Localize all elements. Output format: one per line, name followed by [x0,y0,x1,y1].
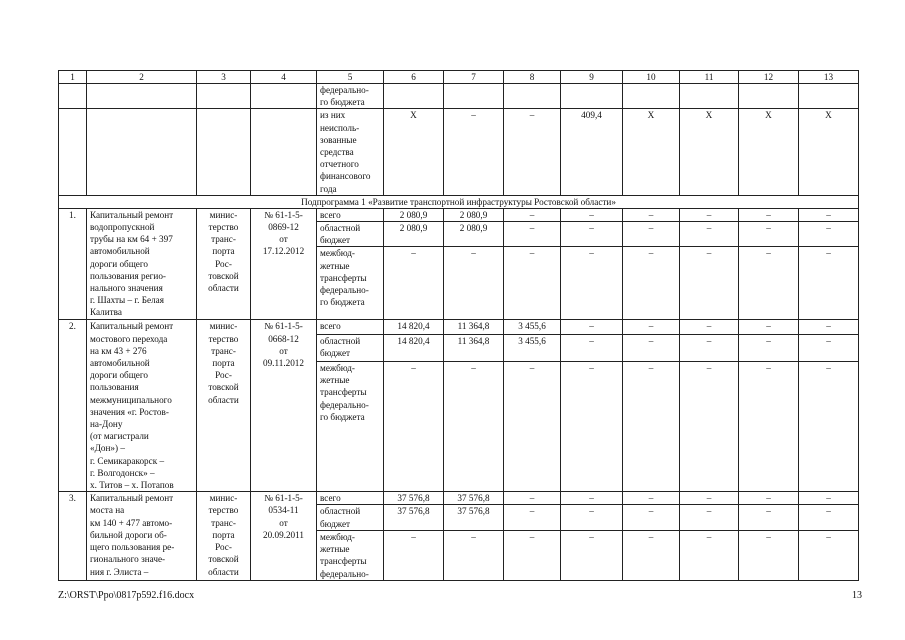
funding-value-text: 2 080,9 [399,223,428,234]
funding-value-text: – [766,321,771,332]
funding-value [504,208,561,221]
column-number [251,71,317,84]
funding-value-text: – [826,506,831,517]
funding-value-text: – [648,223,654,234]
table-cell [59,109,87,195]
column-number [59,71,87,84]
funding-value [680,208,739,221]
funding-value-text: – [648,362,654,373]
column-number [739,71,799,84]
column-number [384,71,444,84]
footer-file-path: Z:\ORST\Ppo\0817p592.f16.docx [58,590,195,601]
funding-source [317,505,384,530]
column-number-text: 13 [823,72,834,82]
funding-value-text: – [766,493,771,504]
table-cell [317,84,384,109]
table-cell [59,84,87,109]
funding-value-text: – [826,209,831,220]
item-organization-text: минис- терство транс- порта Рос- товской области [208,321,239,405]
funding-value-text: – [706,223,712,234]
funding-value-text: – [589,362,594,373]
item-organization-text: минис- терство транс- порта Рос- товской области [208,209,239,294]
column-number-text: 7 [471,72,476,82]
funding-value [561,334,623,361]
column-number-text: 11 [704,72,714,82]
item-number-text: 2. [69,321,76,332]
table-cell-text: Х [765,110,772,121]
funding-value [799,505,859,530]
table-cell [317,109,384,195]
table-row [59,208,859,221]
item-name [87,208,197,320]
funding-value [561,505,623,530]
funding-value-text: – [529,531,535,542]
table-cell [623,109,680,195]
funding-value [561,320,623,334]
item-number-text: 3. [69,493,76,504]
funding-value-text: – [766,335,771,346]
table-cell-text: федерально- го бюджета [320,85,369,108]
funding-value [384,208,444,221]
column-number-text: 10 [646,72,656,82]
table-cell-text: – [471,110,476,121]
funding-value [799,247,859,320]
funding-value [623,334,680,361]
table-cell [251,109,317,195]
subprogram-title [59,195,859,208]
column-number-row [59,71,859,84]
funding-value-text: – [826,248,831,259]
funding-value-text: – [529,506,535,517]
funding-value [444,361,504,491]
funding-value [680,247,739,320]
funding-value [680,361,739,491]
column-number-text: 4 [281,72,286,82]
item-organization [197,492,251,580]
funding-value-text: – [529,362,535,373]
column-number-text: 3 [221,72,226,82]
table-cell [197,84,251,109]
item-document [251,208,317,320]
column-number [799,71,859,84]
funding-value [561,247,623,320]
funding-value-text: – [589,531,594,542]
funding-value-text: – [706,493,712,504]
column-number [504,71,561,84]
funding-value [623,320,680,334]
item-number [59,492,87,580]
funding-value [739,361,799,491]
column-number-text: 8 [529,72,535,82]
funding-value [504,530,561,580]
column-number-text: 1 [70,72,75,82]
funding-value [384,530,444,580]
funding-value [384,222,444,247]
column-number-text: 5 [347,72,353,82]
item-document-text: № 61-1-5- 0534-11 от 20.09.2011 [262,493,304,540]
funding-value [444,208,504,221]
funding-value [561,222,623,247]
funding-value [444,530,504,580]
funding-value [799,530,859,580]
funding-value [444,247,504,320]
funding-value [504,320,561,334]
item-name-text: Капитальный ремонт водопропускной трубы на км 64 + 397 автомобильной дороги общего пользования регио- нального значения г. Шахты – г. Белая Калитва [90,209,174,318]
table-cell [384,84,444,109]
funding-value-text: – [766,209,771,220]
funding-value [623,361,680,491]
table-cell [680,109,739,195]
funding-value-text: – [648,335,654,346]
table-cell [799,109,859,195]
column-number [561,71,623,84]
funding-value-text: – [471,248,476,259]
funding-value-text: 37 576,8 [397,493,430,504]
funding-value [444,320,504,334]
subprogram-row [59,195,859,208]
funding-value-text: 14 820,4 [397,335,430,346]
table-row [59,320,859,334]
funding-value-text: – [471,531,476,542]
funding-value-text: 11 364,8 [457,321,490,332]
funding-value [739,492,799,505]
funding-value [799,334,859,361]
funding-value [623,208,680,221]
table-cell [623,84,680,109]
funding-value-text: 3 455,6 [518,321,546,332]
funding-value-text: – [826,223,831,234]
funding-value [799,222,859,247]
funding-value-text: – [826,531,831,542]
column-number-text: 2 [139,72,144,82]
funding-value-text: – [411,531,416,542]
item-number [59,208,87,320]
item-organization [197,208,251,320]
data-table [58,70,859,581]
funding-value-text: – [706,321,712,332]
funding-value-text: – [589,506,594,517]
table-cell [739,109,799,195]
funding-value-text: – [826,335,831,346]
funding-value-text: – [411,248,416,259]
funding-value [504,222,561,247]
item-document-text: № 61-1-5- 0668-12 от 09.11.2012 [262,321,304,369]
funding-source [317,334,384,361]
funding-value [444,334,504,361]
funding-value-text: – [648,248,654,259]
funding-value-text: – [648,531,654,542]
funding-value [799,361,859,491]
funding-value [504,334,561,361]
table-cell [251,84,317,109]
funding-value-text: – [589,321,594,332]
funding-value-text: – [529,493,535,504]
table-cell [561,84,623,109]
item-name [87,320,197,492]
item-document [251,492,317,580]
funding-value-text: – [529,209,535,220]
funding-value [561,492,623,505]
funding-value-text: 37 576,8 [397,506,430,517]
column-number [197,71,251,84]
funding-source-text: межбюд- жетные трансферты федерально- го бюджета [320,248,369,308]
funding-value [623,505,680,530]
funding-value [384,361,444,491]
funding-value [739,334,799,361]
funding-source [317,530,384,580]
column-number-text: 6 [411,72,416,82]
funding-value-text: 37 576,8 [457,506,490,517]
funding-source [317,208,384,221]
funding-value-text: – [706,506,712,517]
funding-value-text: 2 080,9 [399,209,428,220]
funding-value [623,492,680,505]
funding-value-text: – [766,531,771,542]
subprogram-title-text: Подпрограмма 1 «Развитие транспортной инфраструктуры Ростовской области» [301,196,616,207]
funding-value [444,492,504,505]
table-cell [680,84,739,109]
funding-value-text: – [529,223,535,234]
column-number [317,71,384,84]
funding-source-text: межбюд- жетные трансферты федерально- го бюджета [320,362,369,422]
funding-value-text: – [589,209,594,220]
funding-value [504,505,561,530]
funding-source-text: всего [320,209,341,220]
funding-value-text: – [589,335,594,346]
funding-value [799,492,859,505]
funding-value-text: – [648,493,654,504]
funding-value [680,530,739,580]
funding-source-text: всего [320,321,341,332]
funding-value [680,492,739,505]
funding-value [739,530,799,580]
funding-value [739,247,799,320]
funding-value-text: – [706,362,712,373]
table-cell-text: Х [825,110,832,121]
column-number-text: 12 [763,72,774,82]
funding-value-text: – [706,209,712,220]
funding-value [504,492,561,505]
funding-source-text: областной бюджет [320,335,361,358]
funding-source [317,361,384,491]
funding-value [561,530,623,580]
funding-value [623,530,680,580]
funding-value [384,492,444,505]
funding-value-text: – [589,223,594,234]
funding-source [317,247,384,320]
funding-value-text: – [589,248,594,259]
table-cell [444,109,504,195]
table-cell [87,109,197,195]
funding-value [384,505,444,530]
item-name-text: Капитальный ремонт моста на км 140 + 477 автомо- бильной дороги об- щего пользования ре- гионального значе- ния г. Элиста – [90,493,175,577]
funding-value-text: – [589,493,594,504]
funding-value-text: – [706,335,712,346]
funding-value-text: 2 080,9 [459,223,488,234]
funding-value [739,320,799,334]
funding-value [384,320,444,334]
funding-value [444,505,504,530]
funding-value [561,208,623,221]
item-number [59,320,87,492]
funding-value [799,320,859,334]
table-cell-text: Х [647,110,655,121]
item-document-text: № 61-1-5- 0869-12 от 17.12.2012 [262,209,305,257]
table-cell [561,109,623,195]
funding-value-text: – [411,362,416,373]
funding-value-text: 11 364,8 [457,335,490,346]
funding-value [444,222,504,247]
funding-source-text: областной бюджет [320,223,361,246]
item-organization [197,320,251,492]
table-cell [197,109,251,195]
funding-value [739,505,799,530]
funding-value [623,222,680,247]
funding-source-text: областной бюджет [320,506,361,529]
column-number [623,71,680,84]
item-name-text: Капитальный ремонт мостового перехода на км 43 + 276 автомобильной дороги общего пользования межмуниципального значения «г. Ростов- на-Дону (от магистрали «Дон») – г. Семикаракорск – г. Волгодонск» – х. Титов – х. Потапов [90,321,174,491]
funding-value-text: – [766,223,771,234]
funding-value-text: – [706,531,712,542]
funding-value-text: – [529,248,535,259]
funding-value-text: 14 820,4 [397,321,430,332]
table-cell [504,109,561,195]
item-document [251,320,317,492]
funding-value [680,334,739,361]
funding-value [561,361,623,491]
funding-value [623,247,680,320]
column-number [87,71,197,84]
table-row [59,109,859,195]
table-cell-text: Х [410,110,417,121]
funding-source [317,492,384,505]
page-number: 13 [852,590,862,601]
funding-value [739,208,799,221]
table-cell-text: – [529,110,535,121]
funding-value-text: – [766,506,771,517]
funding-source-text: межбюд- жетные трансферты федерально- [320,531,369,579]
funding-value [384,247,444,320]
table-cell [444,84,504,109]
column-number [680,71,739,84]
funding-value-text: – [648,506,654,517]
table-cell [799,84,859,109]
item-number-text: 1. [69,209,76,220]
funding-value [739,222,799,247]
funding-value [680,320,739,334]
table-cell-text: 409,4 [581,110,602,121]
funding-value-text: – [766,248,771,259]
funding-source-text: всего [320,493,341,504]
table-cell-text: из них неисполь- зованные средства отчетного финансового года [320,110,371,194]
funding-value-text: – [826,493,831,504]
funding-value-text: – [706,248,712,259]
table-cell [739,84,799,109]
funding-value-text: – [648,321,654,332]
item-organization-text: минис- терство транс- порта Рос- товской области [208,493,239,577]
table-cell [384,109,444,195]
funding-value [680,505,739,530]
table-row [59,492,859,505]
table-cell [87,84,197,109]
funding-value-text: – [826,321,831,332]
funding-value-text: – [766,362,771,373]
funding-source [317,222,384,247]
column-number-text: 9 [589,72,594,82]
funding-value-text: – [826,362,831,373]
funding-value-text: 37 576,8 [457,493,490,504]
funding-value-text: – [471,362,476,373]
column-number [444,71,504,84]
table-cell [504,84,561,109]
funding-value-text: 3 455,6 [518,335,546,346]
funding-value [799,208,859,221]
table-row [59,84,859,109]
funding-value [504,361,561,491]
funding-value [680,222,739,247]
funding-value-text: 2 080,9 [459,209,488,220]
funding-value [384,334,444,361]
table-cell-text: Х [705,110,713,121]
funding-source [317,320,384,334]
item-name [87,492,197,580]
funding-value-text: – [648,209,654,220]
funding-value [504,247,561,320]
